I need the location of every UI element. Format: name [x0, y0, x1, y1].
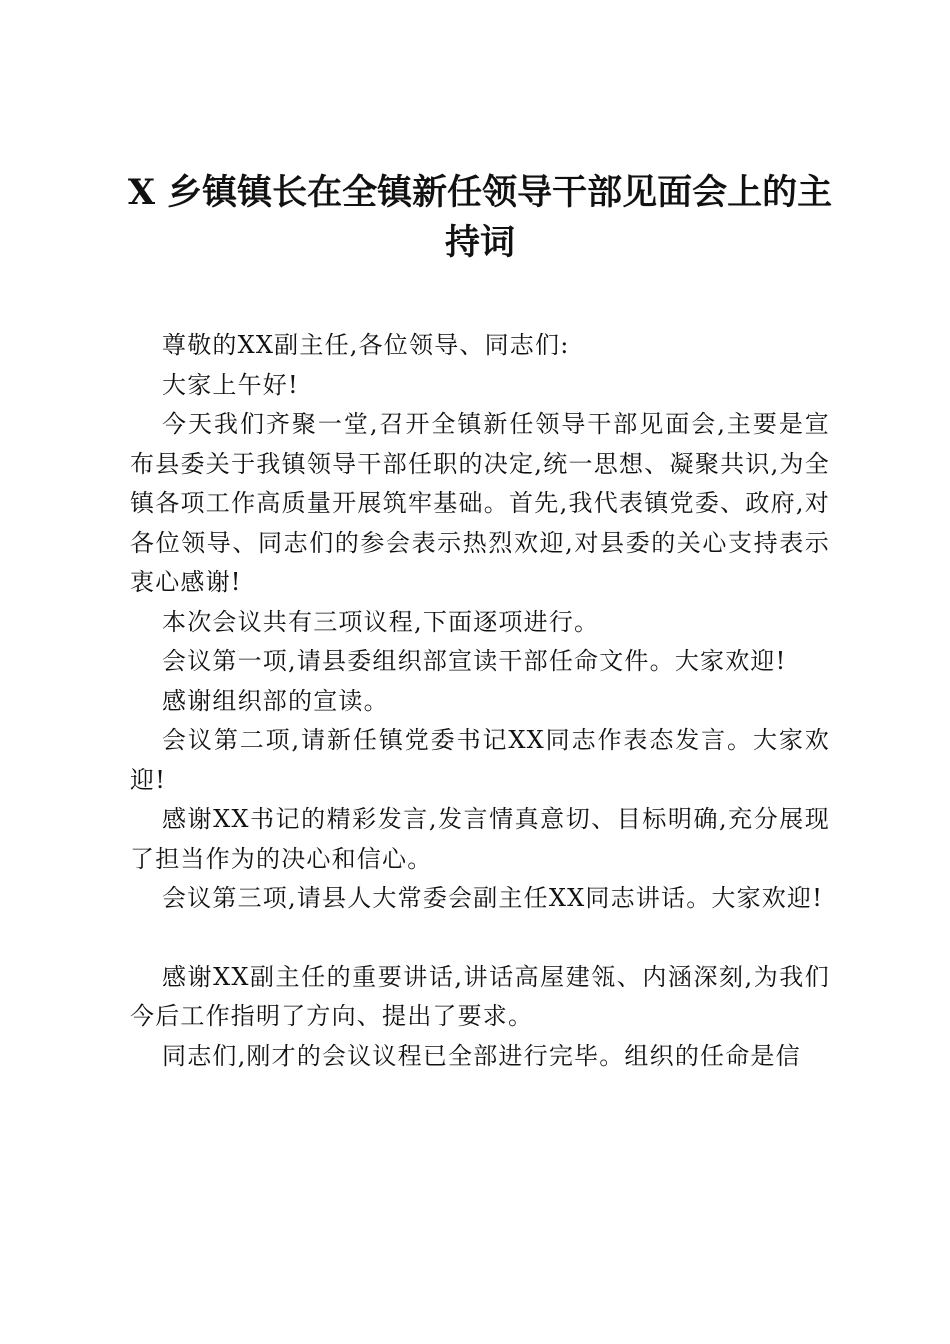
thanks-vice-director-paragraph: 感谢XX副主任的重要讲话,讲话高屋建瓴、内涵深刻,为我们今后工作指明了方向、提出了要求。	[130, 962, 830, 1030]
opening-paragraph: 今天我们齐聚一堂,召开全镇新任领导干部见面会,主要是宣布县委关于我镇领导干部任职的决定,统一思想、凝聚共识,为全镇各项工作高质量开展筑牢基础。首先,我代表镇党委、政府,对各位领导、同志们的参会表示热烈欢迎,对县委的关心支持表示衷心感谢!	[130, 410, 830, 596]
greeting-paragraph: 大家上午好!	[162, 370, 299, 399]
document-title: X 乡镇镇长在全镇新任领导干部见面会上的主持词	[127, 172, 833, 263]
agenda-item-3-paragraph: 会议第三项,请县人大常委会副主任XX同志讲话。大家欢迎!	[162, 884, 824, 912]
thanks-organization-paragraph: 感谢组织部的宣读。	[162, 686, 389, 715]
document-body	[130, 326, 830, 1076]
salutation-paragraph: 尊敬的XX副主任,各位领导、同志们:	[162, 331, 570, 359]
thanks-secretary-paragraph: 感谢XX书记的精彩发言,发言情真意切、目标明确,充分展现了担当作为的决心和信心。	[130, 805, 830, 873]
agenda-item-1-paragraph: 会议第一项,请县委组织部宣读干部任命文件。大家欢迎!	[162, 647, 787, 675]
agenda-intro-paragraph: 本次会议共有三项议程,下面逐项进行。	[162, 607, 600, 636]
closing-paragraph: 同志们,刚才的会议议程已全部进行完毕。组织的任命是信	[162, 1041, 801, 1070]
agenda-item-2-paragraph: 会议第二项,请新任镇党委书记XX同志作表态发言。大家欢迎!	[130, 726, 830, 794]
